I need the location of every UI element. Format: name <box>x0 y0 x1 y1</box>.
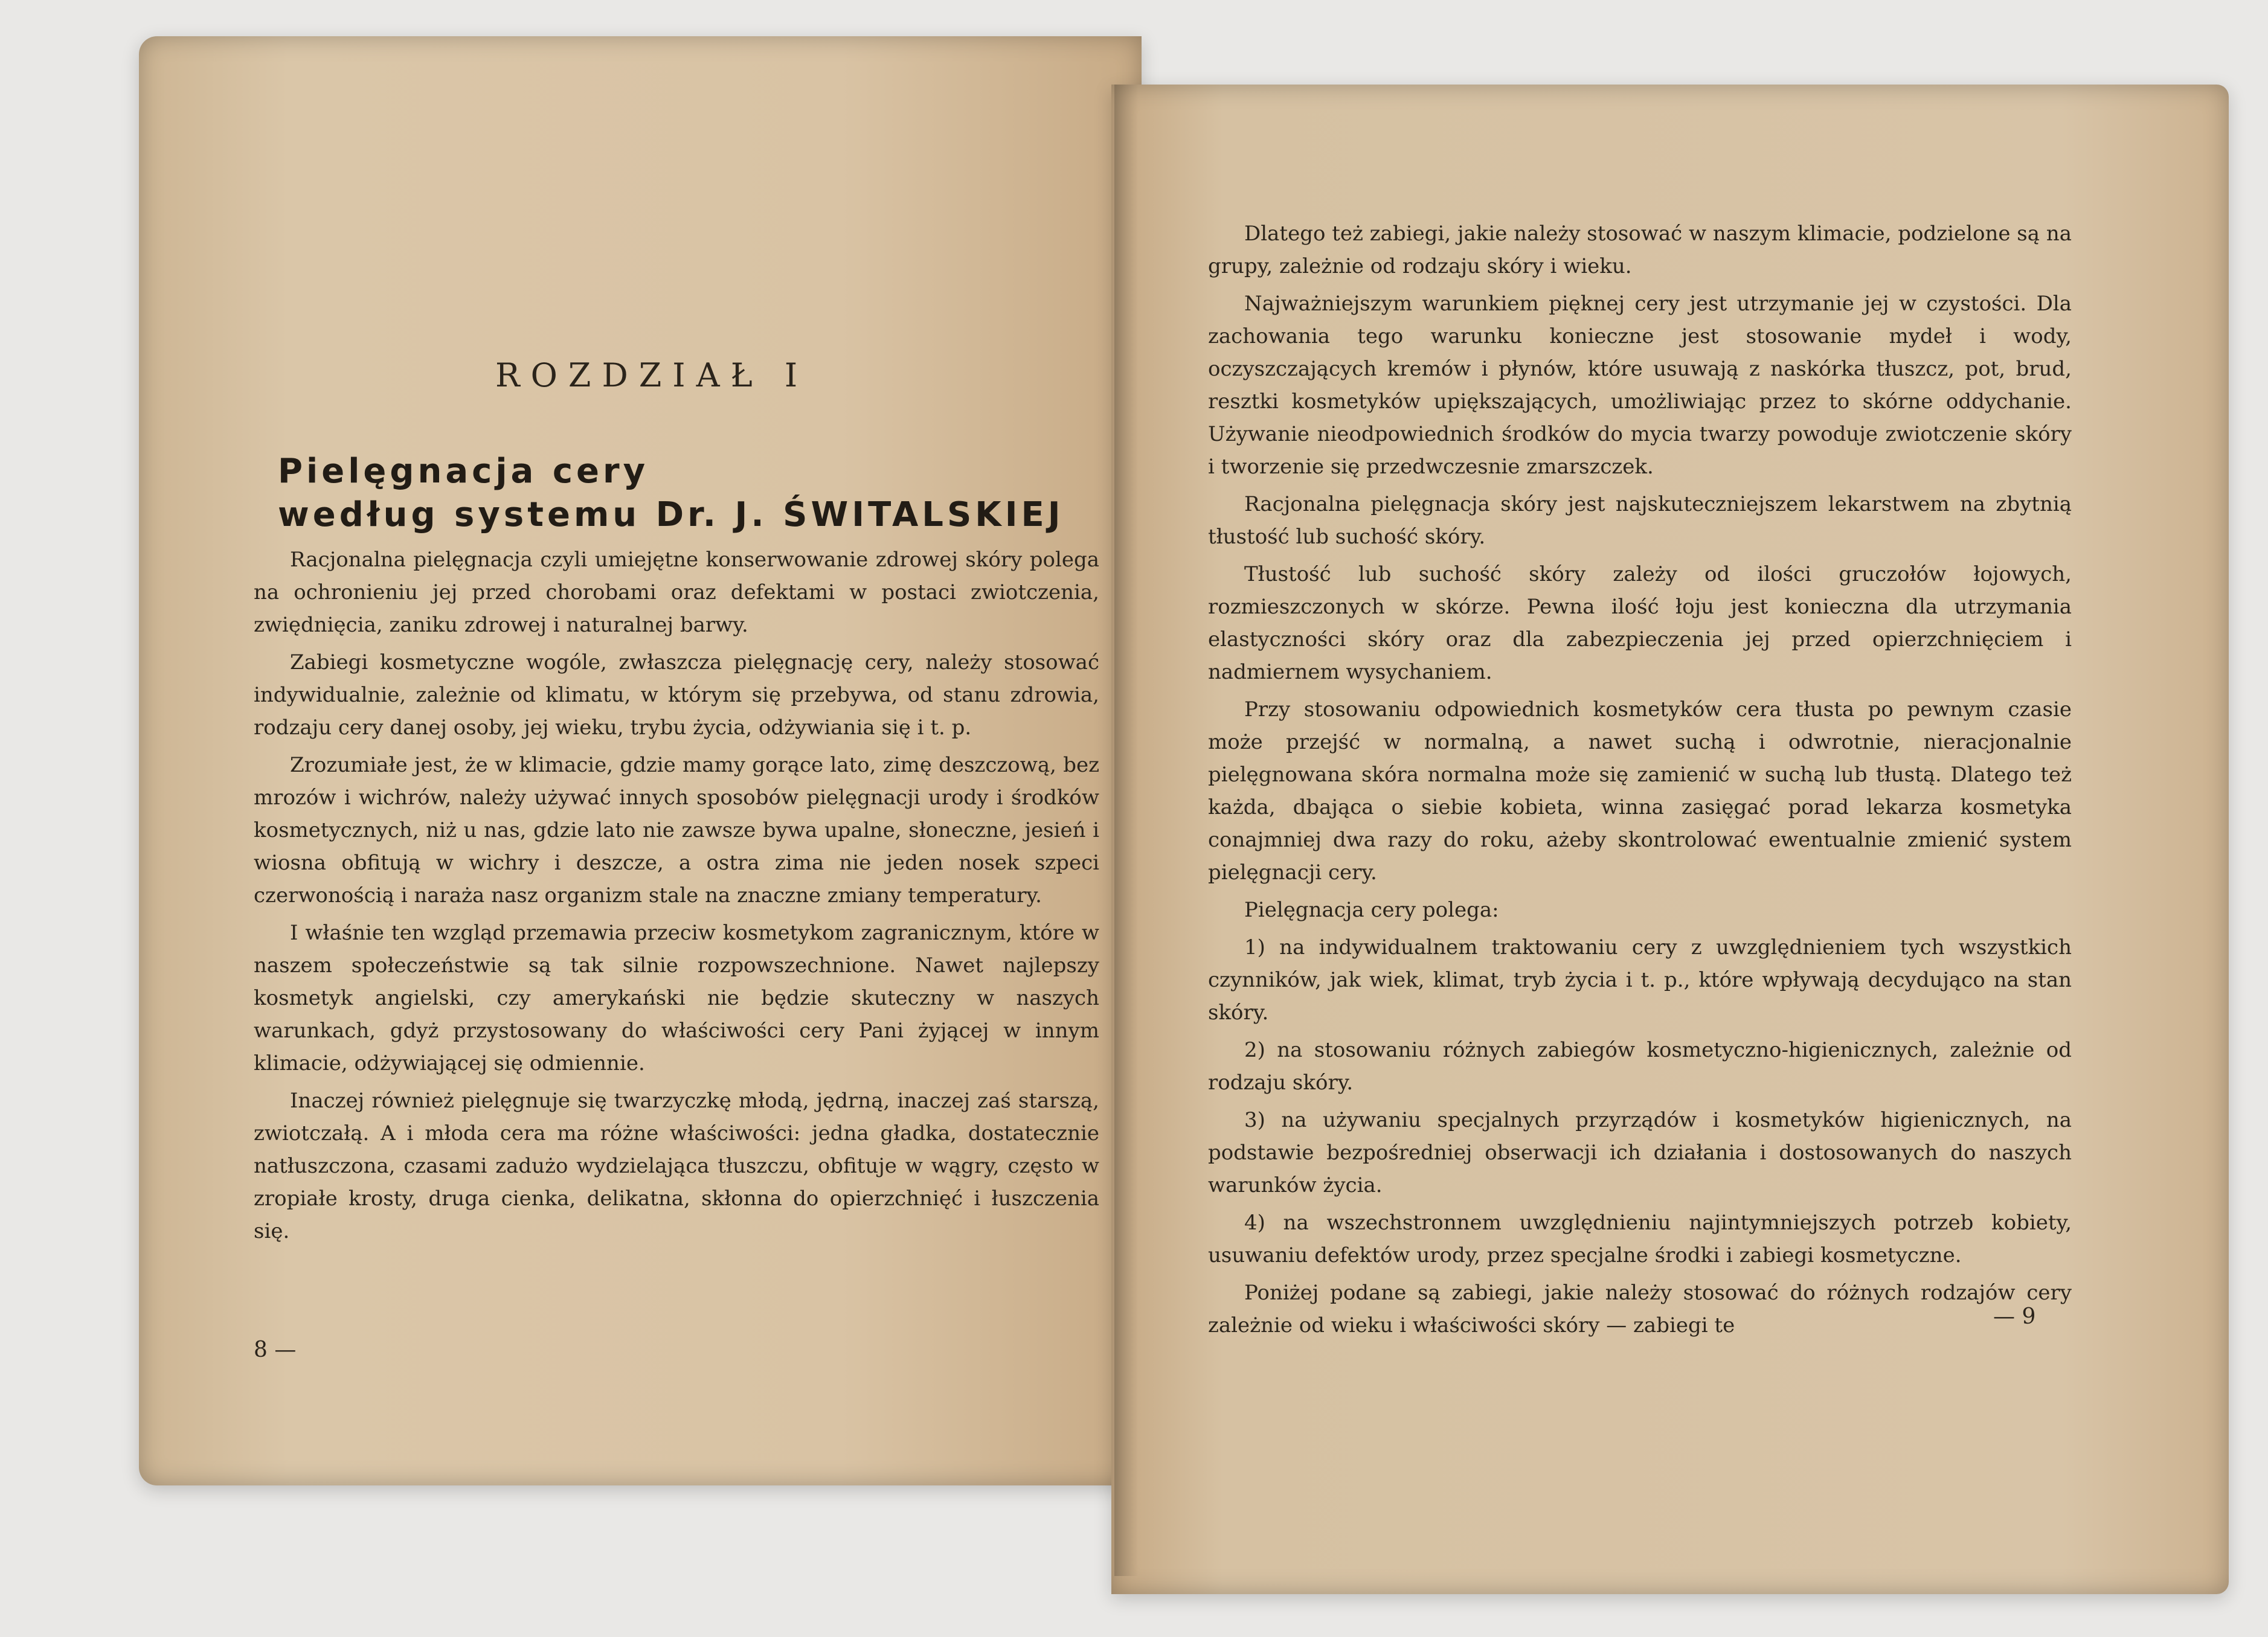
left-page-body <box>254 543 1099 1252</box>
paragraph: Przy stosowaniu odpowiednich kosmetyków cera tłusta po pewnym czasie może przejść w normalną, a nawet suchą i odwrotnie, nieracjonalnie pielęgnowana skóra normalna może się zamienić w suchą lub tłustą. Dlatego też każda, dbająca o siebie kobieta, winna zasięgać porad lekarza kosmetyka conajmniej dwa razy do roku, ażeby skontrolować ewentualnie zmienić system pielęgnacji cery. <box>1208 697 2072 885</box>
chapter-heading: ROZDZIAŁ I <box>495 356 809 394</box>
paragraph: Zabiegi kosmetyczne wogóle, zwłaszcza pielęgnację cery, należy stosować indywidualnie, zależnie od klimatu, w którym się przebywa, od stanu zdrowia, rodzaju cery danej osoby, jej wieku, trybu życia, odżywiania się i t. p. <box>254 650 1099 740</box>
paragraph: Inaczej również pielęgnuje się twarzyczkę młodą, jędrną, inaczej zaś starszą, zwiotczałą. A i młoda cera ma różne właściwości: jedna gładka, dostatecznie natłuszczona, czasami zadużo wydzielająca tłuszczu, obfituje w wągry, często w zropiałe krosty, druga cienka, delikatna, skłonna do opierzchnięć i łuszczenia się. <box>254 1089 1099 1243</box>
page-number-left: 8 — <box>254 1337 297 1362</box>
paragraph: Racjonalna pielęgnacja czyli umiejętne konserwowanie zdrowej skóry polega na ochronieniu jej przed chorobami oraz defektami w postaci zwiotczenia, zwiędnięcia, zaniku zdrowej i naturalnej barwy. <box>254 548 1099 637</box>
paragraph: Najważniejszym warunkiem pięknej cery jest utrzymanie jej w czystości. Dla zachowania tego warunku konieczne jest stosowanie mydeł i wody, oczyszczających kremów i płynów, które usuwają z naskórka tłuszcz, pot, brud, resztki kosmetyków upiększających, umożliwiając przez to skórne oddychanie. Używanie nieodpowiednich środków do mycia twarzy powoduje zwiotczenie skóry i tworzenie się przedwczesnie zmarszczek. <box>1208 292 2072 479</box>
paragraph: Zrozumiałe jest, że w klimacie, gdzie mamy gorące lato, zimę deszczową, bez mrozów i wichrów, należy używać innych sposobów pielęgnacji urody i środków kosmetycznych, niż u nas, gdzie lato nie zawsze bywa upalne, słoneczne, jesień i wiosna obfitują w wichry i deszcze, a ostra zima nie jeden nosek szpeci czerwonością i naraża nasz organizm stale na znaczne zmiany temperatury. <box>254 753 1099 908</box>
paragraph: Pielęgnacja cery polega: <box>1244 898 1499 922</box>
title-line-1: Pielęgnacja cery <box>278 452 649 491</box>
closing-paragraph: Poniżej podane są zabiegi, jakie należy stosować do różnych rodzajów cery zależnie od wieku i właściwości skóry — zabiegi te <box>1208 1281 2072 1337</box>
paragraph: Racjonalna pielęgnacja skóry jest najskuteczniejszem lekarstwem na zbytnią tłustość lub suchość skóry. <box>1208 492 2072 549</box>
paragraph: Tłustość lub suchość skóry zależy od ilości gruczołów łojowych, rozmieszczonych w skórze. Pewna ilość łoju jest konieczna dla utrzymania elastyczności skóry oraz dla zabezpieczenia jej przed opierzchnięciem i nadmiernem wysychaniem. <box>1208 562 2072 684</box>
list-item: 4) na wszechstronnem uwzględnieniu najintymniejszych potrzeb kobiety, usuwaniu defektów urody, przez specjalne środki i zabiegi kosmetyczne. <box>1208 1211 2072 1267</box>
chapter-title <box>278 450 1123 537</box>
book-spine <box>1114 85 1139 1576</box>
title-line-2: według systemu Dr. J. ŚWITALSKIEJ <box>278 495 1064 534</box>
paragraph: I właśnie ten wzgląd przemawia przeciw kosmetykom zagranicznym, które w naszem społeczeństwie są tak silnie rozpowszechnione. Nawet najlepszy kosmetyk angielski, czy amerykański nie będzie skuteczny w naszych warunkach, gdyż przystosowany do właściwości cery Pani żyjącej w innym klimacie, odżywiającej się odmiennie. <box>254 921 1099 1075</box>
right-page-body <box>1208 217 2072 1347</box>
list-item: 2) na stosowaniu różnych zabiegów kosmetyczno-higienicznych, zależnie od rodzaju skóry. <box>1208 1038 2072 1095</box>
list-item: 1) na indywidualnem traktowaniu cery z uwzględnieniem tych wszystkich czynników, jak wiek, klimat, tryb życia i t. p., które wpływają decydująco na stan skóry. <box>1208 935 2072 1025</box>
page-number-right: — 9 <box>1993 1304 2036 1329</box>
paragraph: Dlatego też zabiegi, jakie należy stosować w naszym klimacie, podzielone są na grupy, zależnie od rodzaju skóry i wieku. <box>1208 222 2072 278</box>
list-item: 3) na używaniu specjalnych przyrządów i kosmetyków higienicznych, na podstawie bezpośredniej obserwacji ich działania i dostosowanych do naszych warunków życia. <box>1208 1108 2072 1197</box>
